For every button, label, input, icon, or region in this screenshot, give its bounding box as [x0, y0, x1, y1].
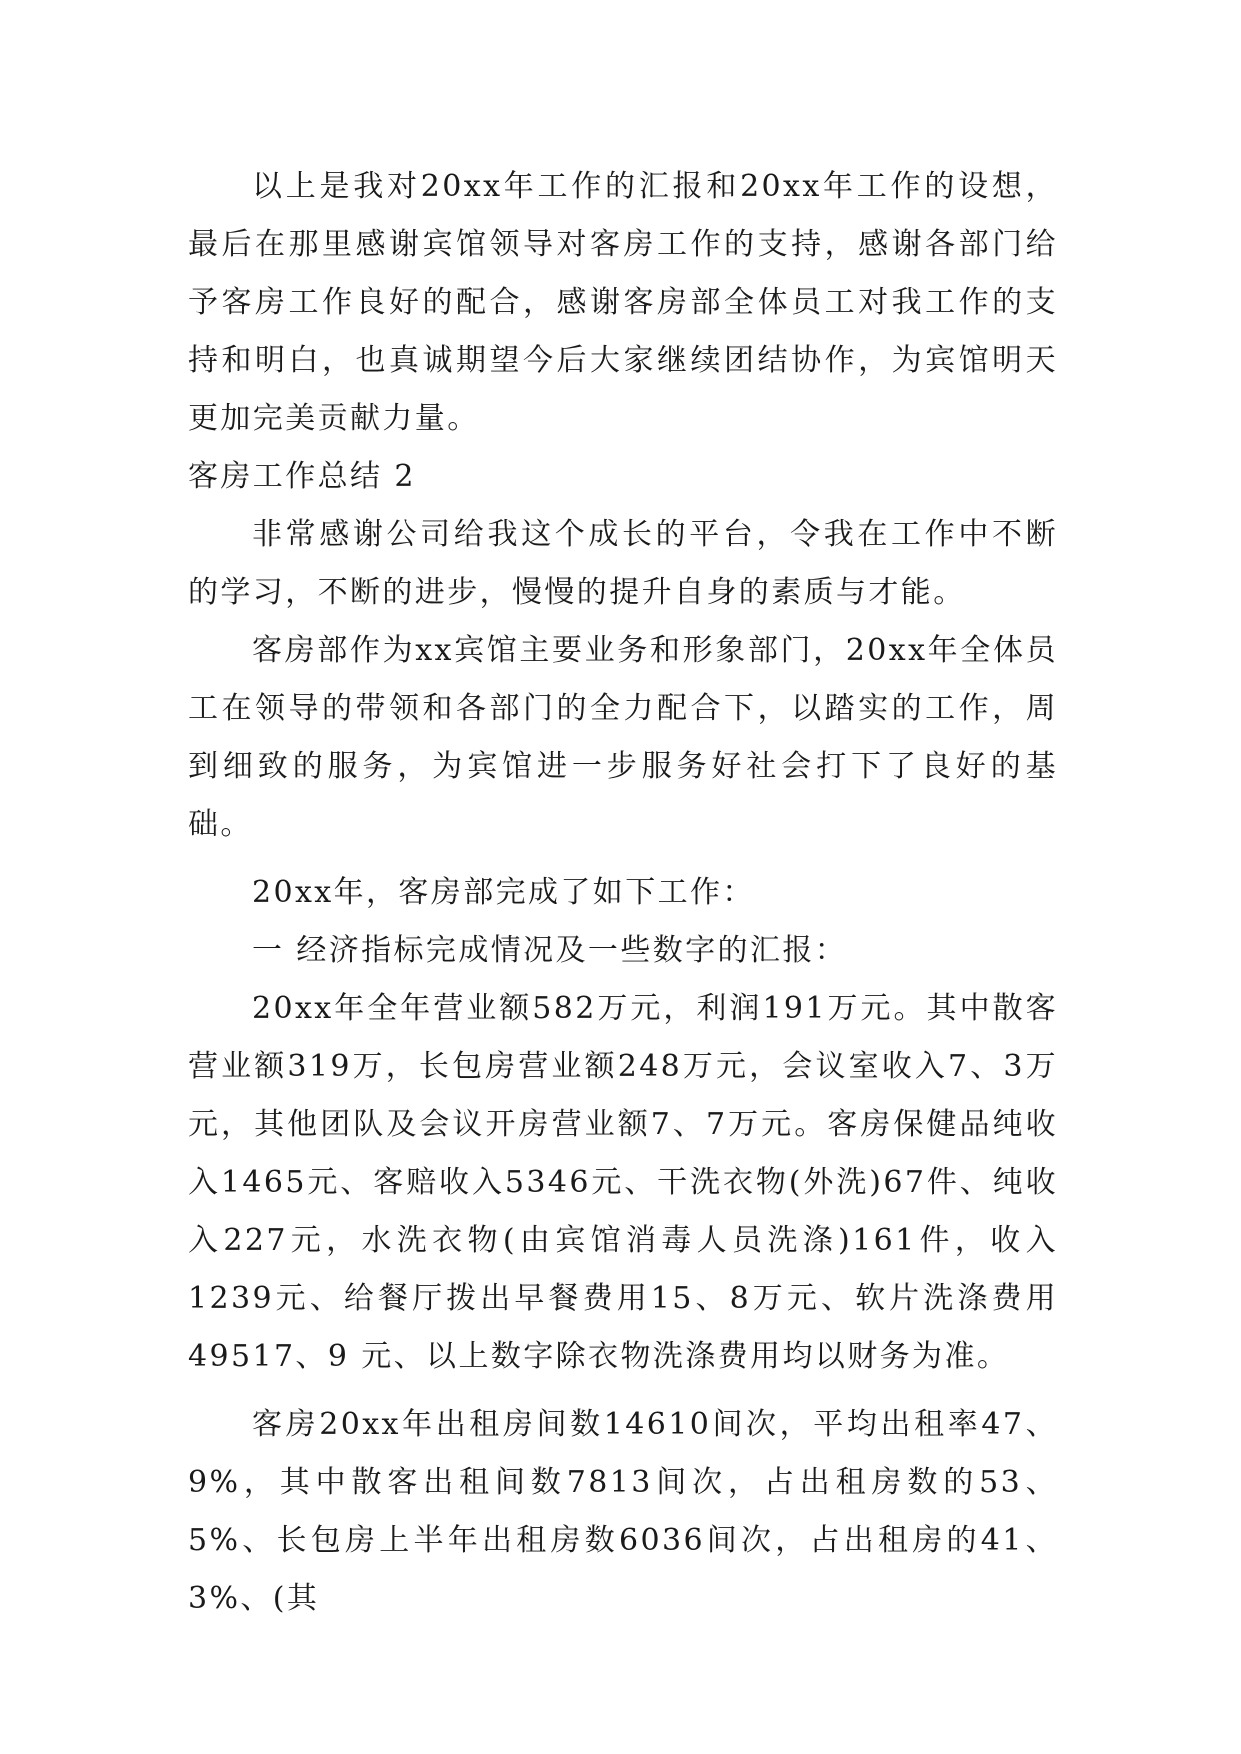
- paragraph-work-intro: 20xx年，客房部完成了如下工作：: [252, 875, 755, 910]
- paragraph-closing-thanks: 以上是我对20xx年工作的汇报和20xx年工作的设想，最后在那里感谢宾馆领导对客房工作的支持，感谢各部门给予客房工作良好的配合，感谢客房部全体员工对我工作的支持和明白，也真诚期望今后大家继续团结协作，为宾馆明天更加完美贡献力量。: [188, 169, 1058, 436]
- paragraph-indicators-heading: 一 经济指标完成情况及一些数字的汇报：: [252, 933, 848, 968]
- paragraph-gratitude: 非常感谢公司给我这个成长的平台，令我在工作中不断的学习，不断的进步，慢慢的提升自身的素质与才能。: [188, 517, 1058, 610]
- paragraph-occupancy-figures: 客房20xx年出租房间数14610间次，平均出租率47、9%，其中散客出租间数7813间次，占出租房数的53、5%、长包房上半年出租房数6036间次，占出租房的41、3%、(其: [188, 1407, 1058, 1616]
- section-heading: 客房工作总结 2: [188, 459, 416, 494]
- document-page: [188, 158, 1058, 1628]
- paragraph-revenue-figures: 20xx年全年营业额582万元，利润191万元。其中散客营业额319万，长包房营业额248万元，会议室收入7、3万元，其他团队及会议开房营业额7、7万元。客房保健品纯收入1465元、客赔收入5346元、干洗衣物(外洗)67件、纯收入227元，水洗衣物(由宾馆消毒人员洗涤)161件，收入1239元、给餐厅拨出早餐费用15、8万元、软片洗涤费用49517、9 元、以上数字除衣物洗涤费用均以财务为准。: [188, 991, 1058, 1374]
- paragraph-department-intro: 客房部作为xx宾馆主要业务和形象部门，20xx年全体员工在领导的带领和各部门的全力配合下，以踏实的工作，周到细致的服务，为宾馆进一步服务好社会打下了良好的基础。: [188, 633, 1058, 842]
